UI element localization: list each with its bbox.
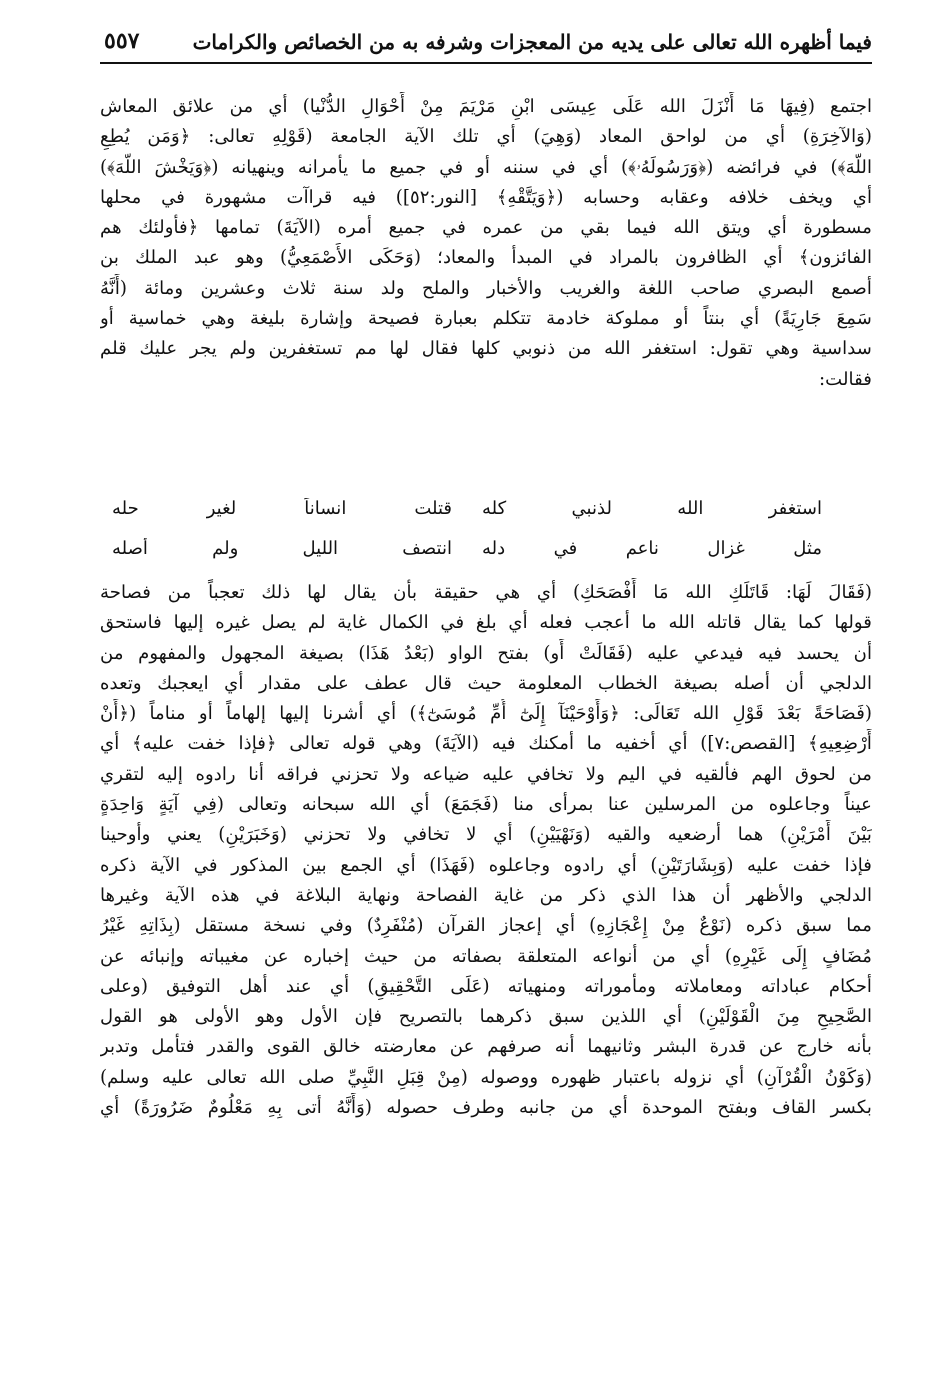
text-line: مما سبق ذكره (نَوْعٌ مِنْ إِعْجَازِهِ) أي إعجاز القرآن (مُنْفَرِدٌ) وفي نسخة مستقل (بِذَاتِهِ غَيْرُ — [100, 915, 872, 937]
text-line: من لحوق الهم فألقيه في اليم ولا تخافي عليه ضياعه ولا تحزني فراقه أنا رادوه إليه لتقري — [100, 763, 872, 785]
text-line: بأنه خارج عن قدرة البشر وثانيهما أنه صرفهم عن معارضته خالق القوى والقدر فتأمل وتدبر — [100, 1036, 872, 1058]
text-line: (وَكَوْنُ الْقُرْآنِ) أي نزوله باعتبار ظهوره ووصوله (مِنْ قِبَلِ النَّبِيِّ صلى الله تعالى عليه وسلم) — [100, 1066, 872, 1088]
commentary-block-2 — [100, 578, 872, 1123]
text-line: (فَقَالَ لَهَا: قَاتَلَكِ الله مَا أَفْصَحَكِ) أي هي حقيقة بأن يقال لها ذلك تعجباً من فصاحة — [100, 582, 872, 603]
poem-hemistich-first: مثل غزال ناعم في دله — [482, 538, 822, 559]
text-line: اجتمع (فِيهَا مَا أَنْزَلَ الله عَلَى عِيسَى ابْنِ مَرْيَمَ مِنْ أَحْوَالِ الدُّنْيا) أي من علائق المعاش — [100, 96, 872, 117]
page-number: ٥٥٧ — [104, 28, 140, 54]
text-line: (فَصَاحَةً بَعْدَ قَوْلِ الله تَعَالَى: ﴿وَأَوْحَيْنَآ إِلَىٰٓ أُمِّ مُوسَىٰٓ﴾) أي أشرنا إليها إلهاماً أو مناماً (﴿أَنْ — [100, 703, 872, 725]
text-line: الدلجي أن أصله بصيغة الخطاب المعلومة حيث قال عطف على مقدار أي ايعجبك وتعده — [100, 672, 872, 694]
text-line: الصَّحِيحِ مِنَ الْقَوْلَيْنِ) أي اللذين سبق ذكرهما بالتصريح فإن الأول وهو الأولى هو القول — [100, 1006, 872, 1028]
text-line: أحكام عباداته ومعاملاته ومأموراته ومنهياته (عَلَى التَّحْقِيقِ) أي عند أهل التوفيق (وعلى — [100, 975, 872, 997]
poem-hemistich-second: قتلت انساناً لغير حله — [112, 498, 452, 519]
text-line: اللَّهَ﴾) في فرائضه (﴿وَرَسُولَهُۥ﴾) أي في سننه أو في جميع ما يأمرانه وينهيانه (﴿وَيَخْشَ اللَّهَ﴾) — [100, 156, 872, 178]
text-line: الدلجي والأظهر أن هذا الذي ذكر من غاية الفصاحة ونهاية البلاغة في هذه الآية وغيرها — [100, 884, 872, 906]
page-header — [100, 22, 872, 64]
text-line: عيناً وجاعلوه من المرسلين عنا بمرأى منا (فَجَمَعَ) أي الله سبحانه وتعالى (فِي آيَةٍ وَاحِدَةٍ — [100, 794, 872, 816]
text-line: بكسر القاف وبفتح الموحدة أي من جانبه وطرف حصوله (وَأَنَّهُ أتى بِهِ مَعْلُومٌ ضَرُورَةً) أي — [100, 1097, 872, 1119]
text-line: سَمِعَ جَارِيَةً) أي بنتاً أو مملوكة خادمة تتكلم بعبارة فصيحة وإشارة بليغة وهي خماسية أو — [100, 308, 872, 330]
text-line: أي ويخف خلافه وعقابه وحسابه (﴿وَيَتَّقْهِ﴾ [النور:٥٢]) فيه قراآت مشهورة في محلها — [100, 186, 872, 208]
text-line: أَرْضِعِيهِ﴾ [القصص:٧]) أي أخفيه ما أمكنك فيه (الآيَةَ) وهي قوله تعالى ﴿فإذا خفت عليه﴾ أي — [100, 733, 872, 755]
poem-verse — [100, 498, 872, 532]
commentary-block-1 — [100, 92, 872, 395]
poem-hemistich-first: استغفر الله لذنبي كله — [482, 498, 822, 519]
text-line: الفائزون﴾ أي الظافرون بالمراد في المبدأ والمعاد؛ (وَحَكَى الأَصْمَعِيُّ) وهو عبد الملك بن — [100, 247, 872, 269]
text-line: أن يحسد فيه فيدعي عليه (فَقَالَتْ أَو) بفتح الواو (بَعْدُ هَذَا) بصيغة المجهول والمفهوم من — [100, 642, 872, 664]
text-line: فإذا خفت عليه (وَبِشَارَتَيْنِ) أي رادوه وجاعلوه (فَهَذَا) أي الجمع بين المذكور في الآية ذكره — [100, 854, 872, 876]
text-line: بَيْنَ أَمْرَيْنِ) هما أرضعيه والقيه (وَنَهْيَيْنِ) أي لا تخافي ولا تحزني (وَخَبَرَيْنِ) يعني وأوحينا — [100, 824, 872, 846]
poem-verse — [100, 538, 872, 572]
text-line: قولها كما يقال قاتله الله ما أعجب فعله أي بلغ في الكمال غاية لم يصل غيره إليها فاستحق — [100, 612, 872, 634]
text-line: فقالت: — [819, 368, 872, 390]
text-line: (وَالآخِرَةِ) أي من لواحق المعاد (وَهِيَ) أي تلك الآية الجامعة (قَوْلِهِ تعالى: ﴿وَمَن يُطِعِ — [100, 126, 872, 148]
poem-hemistich-second: انتصف الليل ولم أصله — [112, 538, 452, 559]
text-line: مُضَافٍ إِلَى غَيْرِهِ) أي من أنواعه المتعلقة بصفاته من حيث إخباره عن مغيباته وإنبائه عن — [100, 945, 872, 967]
text-line: أصمع البصري صاحب اللغة والغريب والأخبار والملح ولد سنة ثلاث وعشرين ومائة (أَنَّهُ — [100, 277, 872, 299]
text-line: سداسية وهي تقول: استغفر الله من ذنوبي كلها فقال لها مم تستغفرين ولم يجر عليك قلم — [100, 338, 872, 360]
text-line: مسطورة أي ويتق الله فيما بقي من عمره في جميع أمره (الآيَةَ) تمامها ﴿فأولئك هم — [100, 217, 872, 239]
running-title: فيما أظهره الله تعالى على يديه من المعجزات وشرفه به من الخصائص والكرامات — [192, 30, 872, 54]
